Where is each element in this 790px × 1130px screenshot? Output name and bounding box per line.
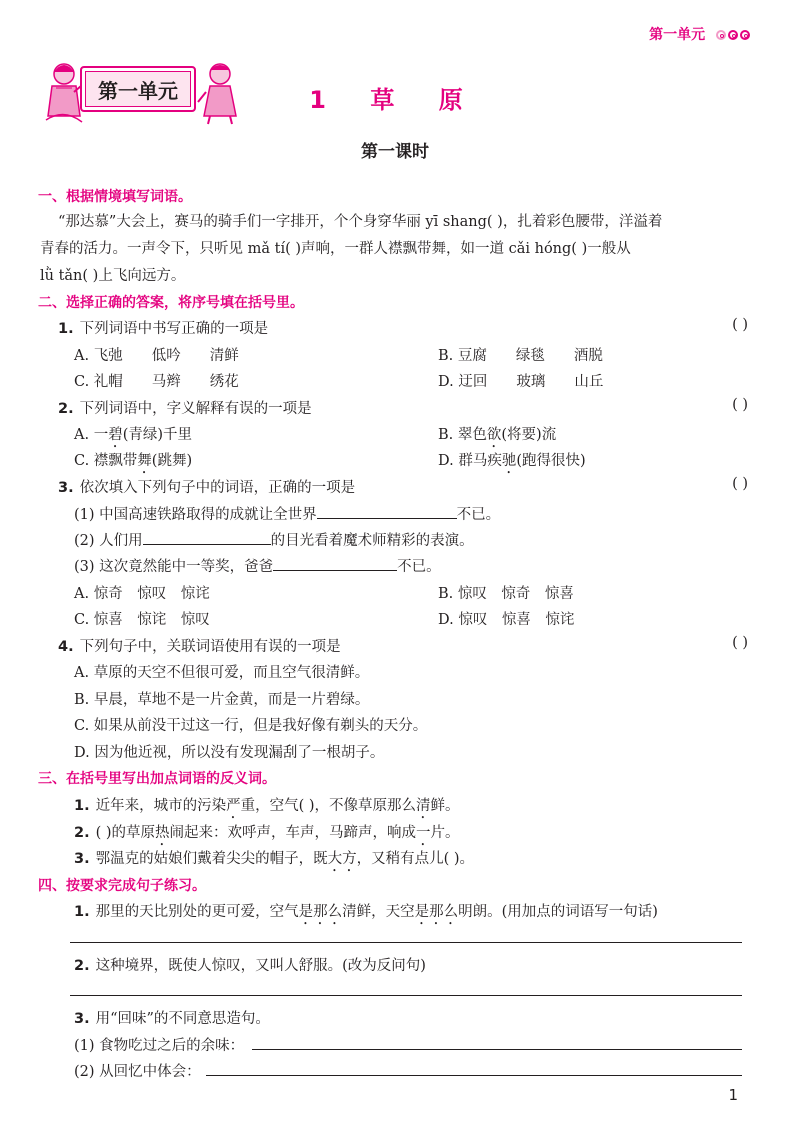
- dotted-char: 碧: [108, 427, 123, 443]
- question-text: 依次填入下列句子中的词语，正确的一项是: [79, 480, 356, 496]
- fill-blank[interactable]: [143, 530, 271, 545]
- section3-heading: 三、在括号里写出加点词语的反义词。: [38, 771, 276, 787]
- q3-1: 1. 近年来，城市的污染严重，空气( )，不像草原那么清鲜。: [74, 798, 460, 814]
- option-d: D. 惊叹 惊喜 惊诧: [438, 612, 575, 628]
- dotted-char: 大方: [327, 851, 357, 867]
- q2-3-stem: [58, 476, 355, 497]
- question-text: 下列句子中，关联词语使用有误的一项是: [79, 639, 341, 655]
- sentence-3: (3) 这次竟然能中一等奖，爸爸 不已。: [74, 555, 441, 576]
- q4-2: 2. 这种境界，既使人惊叹，又叫人舒服。(改为反问句): [74, 958, 426, 974]
- section1-line3: lǜ tǎn( )上飞向远方。: [40, 268, 186, 284]
- fill-blank[interactable]: [273, 556, 397, 571]
- header-unit-text: 第一单元: [649, 27, 706, 43]
- dotted-char: 驰: [501, 453, 517, 469]
- answer-line[interactable]: [70, 942, 742, 943]
- q4-1: 1. 那里的天比别处的更可爱，空气是那么清鲜，天空是那么明朗。(用加点的词语写一句话): [74, 904, 658, 920]
- option-a: A. 草原的天空不但很可爱，而且空气很清鲜。: [74, 665, 370, 681]
- option-a: A. 飞弛 低吟 清鲜: [74, 348, 239, 364]
- q4-3-sentence-2: (2) 从回忆中体会：: [74, 1064, 201, 1080]
- answer-paren[interactable]: ( ): [732, 635, 748, 651]
- dotted-char: 是那么: [298, 904, 343, 920]
- sentence-2: (2) 人们用 的目光看着魔术师精彩的表演。: [74, 529, 474, 550]
- section1-line2: 青春的活力。一声令下，只听见 mǎ tí( )声响，一群人襟飘带舞，如一道 cǎi hóng( )一般从: [40, 241, 631, 257]
- sentence-1: (1) 中国高速铁路取得的成就让全世界 不已。: [74, 503, 500, 524]
- answer-paren[interactable]: ( ): [732, 476, 748, 492]
- header-circles-icon: [714, 27, 750, 43]
- dotted-char: 一: [416, 825, 431, 841]
- header-unit-label: [649, 24, 750, 44]
- fill-blank[interactable]: [317, 504, 457, 519]
- page-number: 1: [728, 1086, 738, 1104]
- answer-line[interactable]: [206, 1075, 742, 1076]
- option-c: C. 襟飘带舞(跳舞): [74, 453, 193, 469]
- answer-paren[interactable]: ( ): [732, 317, 748, 333]
- q3-3: 3. 鄂温克的姑娘们戴着尖尖的帽子，既大方，又稍有点儿( )。: [74, 851, 475, 867]
- question-number: 4.: [58, 639, 74, 655]
- dotted-char: 热: [155, 825, 170, 841]
- option-b: B. 惊叹 惊奇 惊喜: [438, 586, 574, 602]
- dotted-char: 清: [416, 798, 431, 814]
- dotted-char: 欲: [486, 427, 502, 443]
- dotted-char: 舞: [137, 453, 152, 469]
- question-number: 1.: [58, 321, 74, 337]
- q4-3-sentence-1: (1) 食物吃过之后的余味：: [74, 1038, 245, 1054]
- q2-1-stem: [58, 317, 268, 338]
- question-text: 下列词语中，字义解释有误的一项是: [79, 401, 312, 417]
- lesson-title: 1 草 原: [309, 86, 481, 114]
- dotted-char: 是那么: [414, 904, 459, 920]
- q3-2: 2. ( )的草原热闹起来：欢呼声，车声，马蹄声，响成一片。: [74, 825, 460, 841]
- option-d: D. 群马疾驰(跑得很快): [438, 453, 586, 469]
- unit-title-box: 第一单元: [80, 66, 196, 112]
- option-a: A. 一碧(青绿)千里: [74, 427, 193, 443]
- lesson-subtitle: 第一课时: [361, 142, 429, 162]
- q2-2-stem: [58, 397, 312, 418]
- answer-paren[interactable]: ( ): [732, 397, 748, 413]
- question-number: 3.: [58, 480, 74, 496]
- section4-heading: 四、按要求完成句子练习。: [38, 878, 206, 894]
- answer-line[interactable]: [252, 1049, 742, 1050]
- option-d: D. 迂回 玻璃 山丘: [438, 374, 604, 390]
- q4-3: 3. 用“回味”的不同意思造句。: [74, 1011, 270, 1027]
- question-number: 2.: [58, 401, 74, 417]
- q2-4-stem: [58, 635, 341, 656]
- option-a: A. 惊奇 惊叹 惊诧: [74, 586, 210, 602]
- section1-heading: 一、根据情境填写词语。: [38, 189, 192, 205]
- option-c: C. 惊喜 惊诧 惊叹: [74, 612, 210, 628]
- option-b: B. 豆腐 绿毯 酒脱: [438, 348, 603, 364]
- answer-line[interactable]: [70, 995, 742, 996]
- option-b: B. 早晨，草地不是一片金黄，而是一片碧绿。: [74, 692, 370, 708]
- dotted-char: 严: [226, 798, 241, 814]
- section1-line1: “那达慕”大会上，赛马的骑手们一字排开，个个身穿华丽 yī shang( )，扎着彩色腰带，洋溢着: [58, 214, 663, 230]
- option-d: D. 因为他近视，所以没有发现漏刮了一根胡子。: [74, 745, 385, 761]
- option-b: B. 翠色欲(将要)流: [438, 427, 557, 443]
- option-c: C. 如果从前没干过这一行，但是我好像有剃头的天分。: [74, 718, 428, 734]
- question-text: 下列词语中书写正确的一项是: [79, 321, 269, 337]
- option-c: C. 礼帽 马辫 绣花: [74, 374, 239, 390]
- section2-heading: 二、选择正确的答案，将序号填在括号里。: [38, 295, 304, 311]
